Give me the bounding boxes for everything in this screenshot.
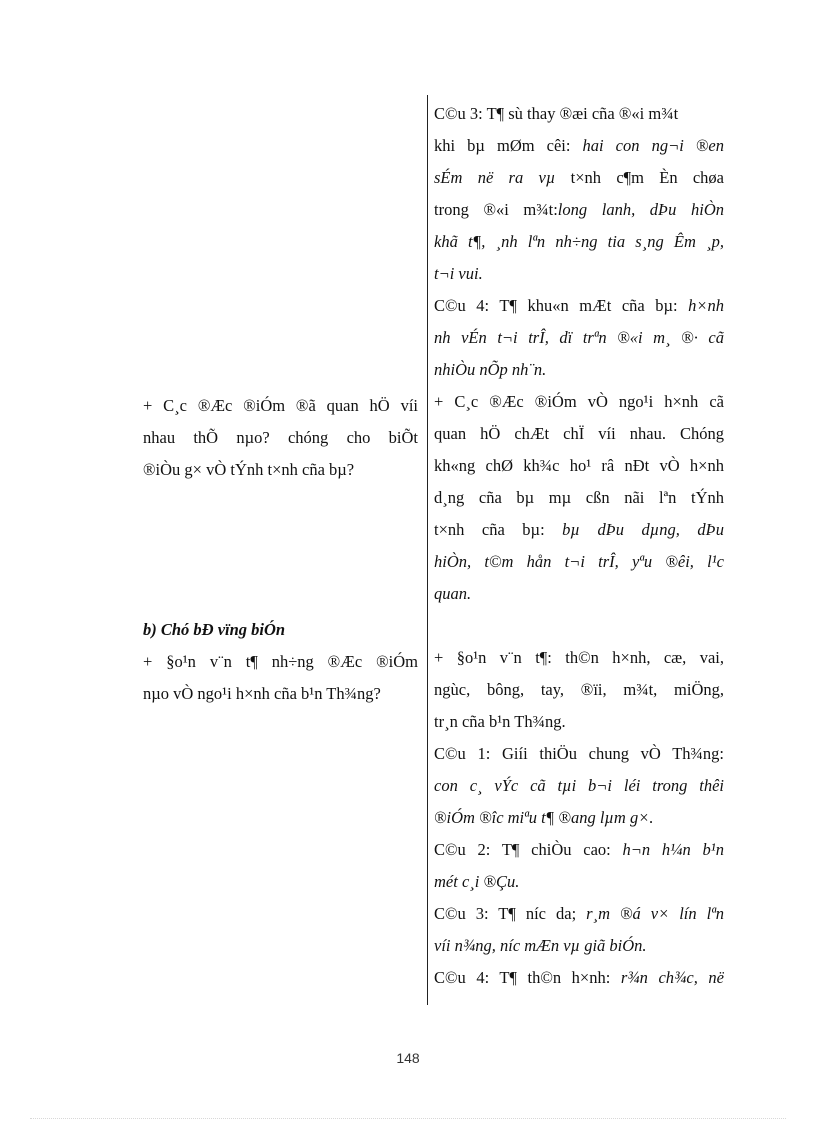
question-line: nµo vÒ ngo¹i h×nh cña b¹n Th¾ng? xyxy=(143,684,381,703)
answer-line: ngùc, bông, tay, ®ïi, m¾t, miÖng, xyxy=(434,680,724,699)
answer-line: C©u 3: T¶ sù thay ®æi cña ®«i m¾t xyxy=(434,104,679,123)
page-number: 148 xyxy=(396,1050,420,1066)
answer-line: t×nh cña bµ: bµ dÞu dµng, dÞu xyxy=(434,520,724,539)
right-column xyxy=(434,98,724,994)
section-heading: b) Chó bÐ vïng biÓn xyxy=(143,620,286,639)
answer-line: hiÒn, t©m hån t¬i trÎ, yªu ®êi, l¹c xyxy=(434,552,724,571)
answer-line: quan hÖ chÆt chÏ víi nhau. Chóng xyxy=(434,424,724,443)
answer-line: víi n¾ng, níc mÆn vµ giã biÓn. xyxy=(434,936,647,955)
column-divider xyxy=(427,95,428,1005)
answer-line: tr¸n cña b¹n Th¾ng. xyxy=(434,712,566,731)
answer-line: kh«ng chØ kh¾c ho¹ râ nÐt vÒ h×nh xyxy=(434,456,724,475)
answer-line: d¸ng cña bµ mµ cßn nãi lªn tÝnh xyxy=(434,488,724,507)
answer-line: ®iÓm ®îc miªu t¶ ®ang lµm g×. xyxy=(434,808,654,827)
answer-line: quan. xyxy=(434,584,472,603)
question-line: + §o¹n v¨n t¶ nh÷ng ®Æc ®iÓm xyxy=(143,652,418,671)
answer-line: nh vÉn t¬i trÎ, dï trªn ®«i m¸ ®· cã xyxy=(434,328,724,347)
question-line: ®iÒu g× vÒ tÝnh t×nh cña bµ? xyxy=(143,460,355,479)
answer-line: C©u 4: T¶ khu«n mÆt cña bµ: h×nh xyxy=(434,296,724,315)
answer-line: + §o¹n v¨n t¶: th©n h×nh, cæ, vai, xyxy=(434,648,724,667)
answer-line: nhiÒu nÕp nh¨n. xyxy=(434,360,547,379)
answer-line: trong ®«i m¾t:long lanh, dÞu hiÒn xyxy=(434,200,724,219)
question-line: nhau thÕ nµo? chóng cho biÕt xyxy=(143,428,418,447)
answer-line: t¬i vui. xyxy=(434,264,483,283)
question-line: + C¸c ®Æc ®iÓm ®ã quan hÖ víi xyxy=(143,396,418,415)
answer-line: khi bµ mØm cêi: hai con ng¬i ®en xyxy=(434,136,724,155)
answer-line: mét c¸i ®Çu. xyxy=(434,872,520,891)
answer-line: C©u 2: T¶ chiÒu cao: h¬n h¼n b¹n xyxy=(434,840,724,859)
answer-line: con c¸ vÝc cã tµi b¬i léi trong thêi xyxy=(434,776,724,795)
answer-line: + C¸c ®Æc ®iÓm vÒ ngo¹i h×nh cã xyxy=(434,392,724,411)
answer-line: sÉm në ra vµ t×nh c¶m Èn chøa xyxy=(434,168,724,187)
answer-line: C©u 1: Giíi thiÖu chung vÒ Th¾ng: xyxy=(434,744,724,763)
bottom-rule xyxy=(30,1118,786,1119)
answer-line: khã t¶, ¸nh lªn nh÷ng tia s¸ng Êm ¸p, xyxy=(434,232,724,251)
left-column xyxy=(143,390,418,710)
answer-line: C©u 3: T¶ níc da; r¸m ®á v× lín lªn xyxy=(434,904,724,923)
answer-line: C©u 4: T¶ th©n h×nh: r¾n ch¾c, në xyxy=(434,968,724,987)
